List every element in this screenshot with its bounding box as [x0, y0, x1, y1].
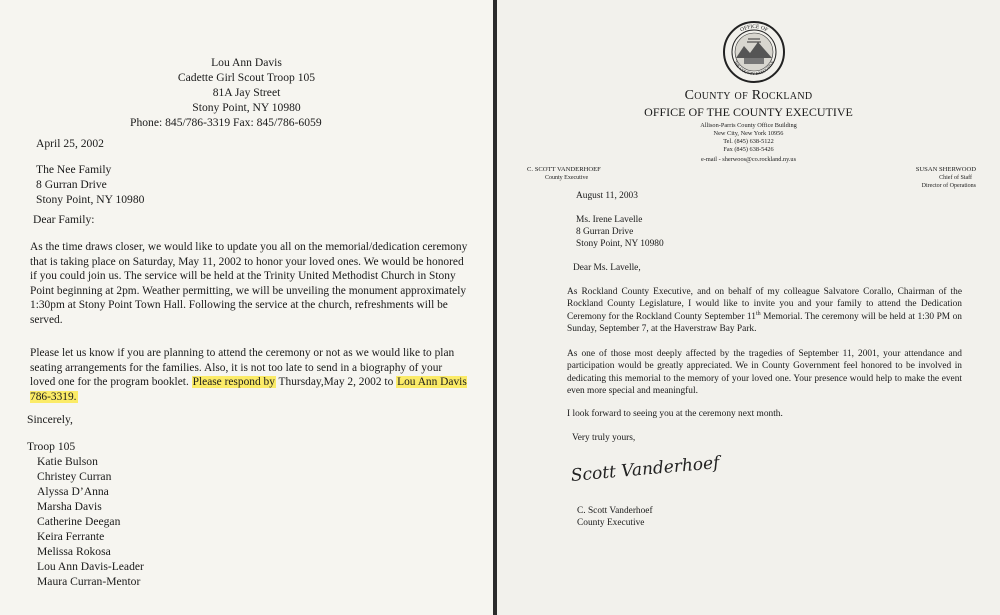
highlight-respond: Please respond by — [192, 376, 275, 389]
paragraph-1: As the time draws closer, we would like to update you all on the memorial/dedication ceremony that is taking place on Saturday, May 11, 2002 to honor your loved ones. We would be honored if you could join us. The service will be held at the Trinity United Methodist Church in Stony Point beginning at 2pm. Weather permitting, we will be unveiling the monument approximately 1:30pm at Stony Point Town Hall. Following the service at the church, refreshments will be served. — [30, 241, 468, 326]
paragraph-2 — [30, 346, 470, 404]
member-8: Lou Ann Davis-Leader — [37, 560, 144, 573]
sender-phone: Phone: 845/786-3319 Fax: 845/786-6059 — [130, 116, 322, 129]
address-building: Allison-Parris County Office Building — [700, 122, 797, 129]
sender-street: 81A Jay Street — [212, 86, 281, 99]
signer-title: County Executive — [577, 518, 645, 528]
seal-text-top: OFFICE OF — [739, 23, 769, 34]
letter-date: April 25, 2002 — [36, 137, 104, 150]
salutation: Dear Family: — [33, 213, 95, 226]
officer-left-name: C. SCOTT VANDERHOEF — [527, 166, 601, 173]
address-city: New City, New York 10956 — [713, 130, 784, 137]
closing: Very truly yours, — [572, 433, 636, 443]
officer-left-title: County Executive — [545, 175, 589, 181]
right-letter — [497, 0, 1000, 615]
paragraph-3: I look forward to seeing you at the ceremony next month. — [567, 409, 783, 419]
member-5: Catherine Deegan — [37, 515, 121, 528]
paragraph-2: As one of those most deeply affected by the tragedies of September 11, 2001, your attendance and participation would be greatly appreciated. We in County Government feel honored to be involved in dedicating this memorial to the memory of your loved one. Your presence would help to make the event even more special and meaningful. — [567, 349, 962, 397]
recipient-name: Ms. Irene Lavelle — [576, 215, 643, 225]
county-title: County of Rockland — [684, 88, 813, 103]
member-2: Christey Curran — [37, 470, 112, 483]
recipient-street: 8 Gurran Drive — [36, 178, 107, 191]
member-4: Marsha Davis — [37, 500, 102, 513]
sender-name: Lou Ann Davis — [211, 56, 282, 69]
member-1: Katie Bulson — [37, 455, 98, 468]
ordinal-suffix: th — [755, 310, 761, 317]
address-fax: Fax (845) 638-5426 — [723, 146, 774, 153]
salutation: Dear Ms. Lavelle, — [573, 263, 641, 273]
paragraph-2-text: Please let us know if you are planning to attend the ceremony or not as we would like to plan seating arrangements for the families. Also, it is not too late to send in a biography of your loved one for the program booklet. — [30, 347, 455, 389]
signature: Scott Vanderhoef — [570, 453, 721, 486]
paragraph-1 — [567, 286, 962, 336]
member-7: Melissa Rokosa — [37, 545, 111, 558]
signer-name: C. Scott Vanderhoef — [577, 506, 653, 516]
member-9: Maura Curran-Mentor — [37, 575, 141, 588]
troop-label: Troop 105 — [27, 440, 76, 453]
sender-city: Stony Point, NY 10980 — [192, 101, 301, 114]
seal-text-bottom: THE COUNTY EXECUTIVE — [732, 59, 776, 77]
left-letter — [0, 0, 493, 615]
address-tel: Tel. (845) 638-5122 — [723, 138, 774, 145]
member-3: Alyssa D’Anna — [37, 485, 109, 498]
officer-right-title-1: Chief of Staff — [939, 175, 972, 181]
office-title: OFFICE OF THE COUNTY EXECUTIVE — [644, 105, 853, 119]
officer-right-title-2: Director of Operations — [921, 183, 976, 189]
county-seal — [722, 20, 786, 84]
paragraph-1-text: As Rockland County Executive, and on behalf of my colleague Salvatore Corallo, Chairman of the Rockland County Legislature, I would like to invite you and your family to attend the Dedication Ceremony for the Rockland County September 11 — [567, 287, 962, 322]
member-6: Keira Ferrante — [37, 530, 105, 543]
paragraph-1-text-end: Memorial. The ceremony will be held at 1:30 PM on Sunday, September 7, at the Haverstraw Bay Park. — [567, 311, 962, 335]
highlight-contact: Lou Ann Davis 786-3319. — [30, 376, 467, 403]
recipient-city: Stony Point, NY 10980 — [36, 193, 145, 206]
recipient-street: 8 Gurran Drive — [576, 227, 634, 237]
paragraph-2-date: Thursday,May 2, 2002 to — [278, 376, 397, 389]
letter-date: August 11, 2003 — [576, 191, 638, 201]
recipient-name: The Nee Family — [36, 163, 112, 176]
recipient-city: Stony Point, NY 10980 — [576, 239, 664, 249]
sender-org: Cadette Girl Scout Troop 105 — [177, 71, 316, 84]
officer-right-name: SUSAN SHERWOOD — [915, 166, 976, 173]
closing: Sincerely, — [27, 413, 73, 426]
email-address: e-mail - sherwoos@co.rockland.ny.us — [700, 156, 797, 163]
